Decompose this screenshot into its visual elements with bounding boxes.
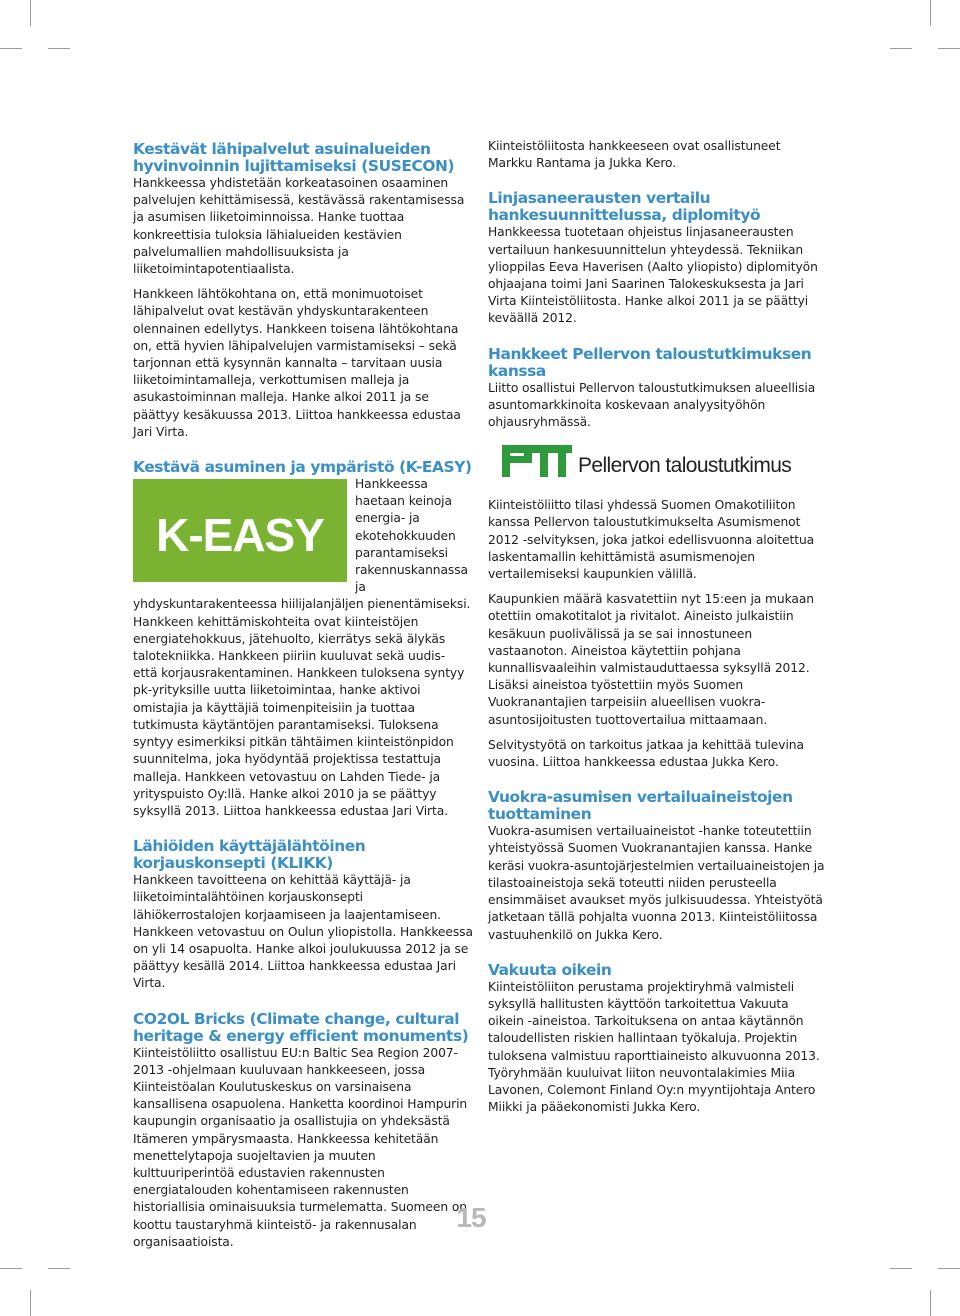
crop-mark xyxy=(30,0,31,26)
body-paragraph: Liitto osallistui Pellervon taloustutkimuksen alueellisia asuntomarkkinoita koskevaan analyysityöhön ohjausryhmässä. xyxy=(488,380,816,430)
page-number: 15 xyxy=(456,1202,486,1233)
crop-mark xyxy=(938,48,960,49)
section-heading: Linjasaneerausten vertailu hankesuunnittelussa, diplomityö xyxy=(488,189,761,225)
body-paragraph: Hankkeessa yhdistetään korkeatasoinen osaaminen palvelujen kehittämisessä, kestävässä rakentamisessa ja asumisen liiketoiminnoissa. Hanke tuottaa konkreettisia tuloksia lähialueiden kestävien palvelumallien mahdollisuuksista ja liiketoimintapotentiaalista. xyxy=(133,176,465,277)
body-paragraph: Kaupunkien määrä kasvatettiin nyt 15:een ja mukaan otettiin omakotitalot ja rivitalot. Aineisto julkaistiin kesäkuun puolivälissä ja se sai innostuneen vastaanoton. Aineistoa käytettiin pohjana kunnallisvaaleihin valmistauduttaessa syksyllä 2012. Lisäksi aineistoa työstettiin myös Suomen Vuokranantajien tarpeisiin alueellisen vuokra-asuntosijoitusten tuottovertailua mittaamaan. xyxy=(488,592,814,727)
body-paragraph: Hankkeessa tuotetaan ohjeistus linjasaneerausten vertailuun hankesuunnittelun yhteydessä. Tekniikan ylioppilas Eeva Haverisen (Aalto yliopisto) diplomityön ohjaajana toimi Jani Saarinen Talokeskuksesta ja Jari Virta Kiinteistöliitosta. Hanke alkoi 2011 ja se päättyi keväällä 2012. xyxy=(488,225,818,326)
body-paragraph: Kiinteistöliiton perustama projektiryhmä valmisteli syksyllä hallitusten käyttöön tarkoitettua Vakuuta oikein -aineistoa. Tarkoituksena on antaa käytännön taloudellisten riskien hallintaan työkaluja. Projektin tuloksena valmistuu raporttiaineisto alkuvuonna 2013. Työryhmään kuuluivat liiton neuvontalakimies Miia Lavonen, Colemont Finland Oy:n myyntijohtaja Antero Miikki ja pääekonomisti Jukka Kero. xyxy=(488,979,820,1115)
section-co2ol-bricks xyxy=(133,1011,473,1251)
section-heading: Lähiöiden käyttäjälähtöinen korjauskonsepti (KLIKK) xyxy=(133,837,366,873)
ptt-logo-text: Pellervon taloustutkimus xyxy=(578,454,792,478)
section-heading: Vakuuta oikein xyxy=(488,960,612,979)
crop-mark xyxy=(30,1290,31,1316)
right-column xyxy=(488,138,828,1116)
body-paragraph: Kiinteistöliitto tilasi yhdessä Suomen Omakotiliiton kanssa Pellervon taloustutkimukselta Asumismenot 2012 -selvityksen, joka jatkoi edellisvuonna aloitettua laskentamallin kehittämistä asumismenojen vertailemiseksi kaupunkien välillä. xyxy=(488,498,815,582)
body-paragraph: Kiinteistöliitto osallistuu EU:n Baltic Sea Region 2007-2013 -ohjelmaan kuuluvaan hankkeeseen, jossa Kiinteistöalan Koulutuskeskus on varsinaisena kansallisena osapuolena. Hanketta koordinoi Hampurin kaupungin organisaatio ja osallistujia on yhdeksästä Itämeren ympärysmaasta. Hankkeessa kehitetään menettelytapoja suojeltavien ja muuten kulttuuriperintöä edustavien rakennusten energiatalouden kohentamiseen rakennusten historiallisia ominaisuuksia turmelematta. Suomeen on koottu taustaryhmä kiinteistö- ja rakennusalan organisaatioista. xyxy=(133,1045,468,1249)
section-pellervo xyxy=(488,346,828,772)
k-easy-logo-text: K-EASY xyxy=(156,509,324,562)
section-heading: Hankkeet Pellervon taloustutkimuksen kanssa xyxy=(488,344,812,380)
ptt-logo-graphic xyxy=(488,441,818,483)
body-paragraph: Hankkeen tavoitteena on kehittää käyttäjä- ja liiketoimintalähtöinen korjauskonsepti lähiökerrostalojen korjaamiseen ja laajentamiseen. Hankkeen vetovastuu on Oulun yliopistolla. Hankkeessa on yli 14 osapuolta. Hanke alkoi joulukuussa 2012 ja se päättyy kesällä 2014. Liittoa hankkeessa edustaa Jari Virta. xyxy=(133,873,473,991)
ptt-logo xyxy=(488,441,828,483)
section-susecon xyxy=(133,141,473,441)
crop-mark xyxy=(938,1268,960,1269)
section-k-easy xyxy=(133,459,473,820)
k-easy-logo xyxy=(133,479,347,582)
crop-mark xyxy=(0,1268,22,1269)
crop-mark xyxy=(48,1268,70,1269)
crop-mark xyxy=(890,1268,912,1269)
crop-mark xyxy=(48,48,70,49)
section-heading: CO2OL Bricks (Climate change, cultural heritage & energy efficient monuments) xyxy=(133,1009,469,1045)
crop-mark xyxy=(930,0,931,26)
section-linjasaneeraus xyxy=(488,190,828,327)
section-klikk xyxy=(133,838,473,992)
section-heading: Kestävä asuminen ja ympäristö (K-EASY) xyxy=(133,458,472,477)
section-vakuuta-oikein xyxy=(488,962,828,1117)
crop-mark xyxy=(0,48,22,49)
section-heading: Vuokra-asumisen vertailuaineistojen tuottaminen xyxy=(488,788,793,824)
k-easy-logo-graphic xyxy=(133,479,347,582)
crop-mark xyxy=(930,1290,931,1316)
body-paragraph: Hankkeessa haetaan keinoja energia- ja ekotehokkuuden parantamiseksi rakennuskannassa ja yhdyskuntarakenteessa hiilijalanjäljen pienentämiseksi. Hankkeen kehittämiskohteita ovat kiinteistöjen energiatehokkuus, jätehuolto, kierrätys sekä älykäs talotekniikka. Hankkeen piiriin kuuluvat sekä uudis- että korjausrakentaminen. Hankkeen tuloksena syntyy pk-yrityksille uutta liiketoimintaa, hanke aktivoi omistajia ja käyttäjiä toimenpiteisiin ja tuottaa tutkimusta käytäntöjen parantamiseksi. Tuloksena syntyy esimerkiksi pitkän tähtäimen kiinteistönpidon suunnitelma, joka hyödyntää projektissa testattuja malleja. Hankkeen vetovastuu on Lahden Tiede- ja yrityspuisto Oy:llä. Hanke alkoi 2010 ja se päättyy syksyllä 2013. Liittoa hankkeessa edustaa Jari Virta. xyxy=(133,477,471,818)
left-column xyxy=(133,141,473,1251)
crop-mark xyxy=(890,48,912,49)
section-heading: Kestävät lähipalvelut asuinalueiden hyvinvoinnin lujittamiseksi (SUSECON) xyxy=(133,140,455,175)
body-paragraph: Hankkeen lähtökohtana on, että monimuotoiset lähipalvelut ovat kestävän yhdyskuntarakenteen olennainen edellytys. Hankkeen toisena lähtökohtana on, että hyvien lähipalvelujen varmistamiseksi – sekä tarjonnan että kysynnän kannalta – tarvitaan uusia liiketoimintamalleja, verkottumisen malleja ja asukastoiminnan malleja. Hanke alkoi 2011 ja se päättyy kesäkuussa 2013. Liittoa hankkeessa edustaa Jari Virta. xyxy=(133,287,461,439)
body-paragraph: Vuokra-asumisen vertailuaineistot -hanke toteutettiin yhteistyössä Suomen Vuokranantajien kanssa. Hanke keräsi vuokra-asuntojärjestelmien vertailuaineistojen ja tilastoaineistoja sekä toteutti niiden perusteella ensimmäiset avaukset myös julkisuudessa. Yhteistyötä jatketaan tällä pohjalta vuonna 2013. Kiinteistöliitossa vastuuhenkilö on Jukka Kero. xyxy=(488,824,825,942)
body-paragraph: Kiinteistöliitosta hankkeeseen ovat osallistuneet Markku Rantama ja Jukka Kero. xyxy=(488,139,781,171)
body-paragraph: Selvitystyötä on tarkoitus jatkaa ja kehittää tulevina vuosina. Liittoa hankkeessa edustaa Jukka Kero. xyxy=(488,737,804,770)
section-vuokra-asuminen xyxy=(488,789,828,943)
